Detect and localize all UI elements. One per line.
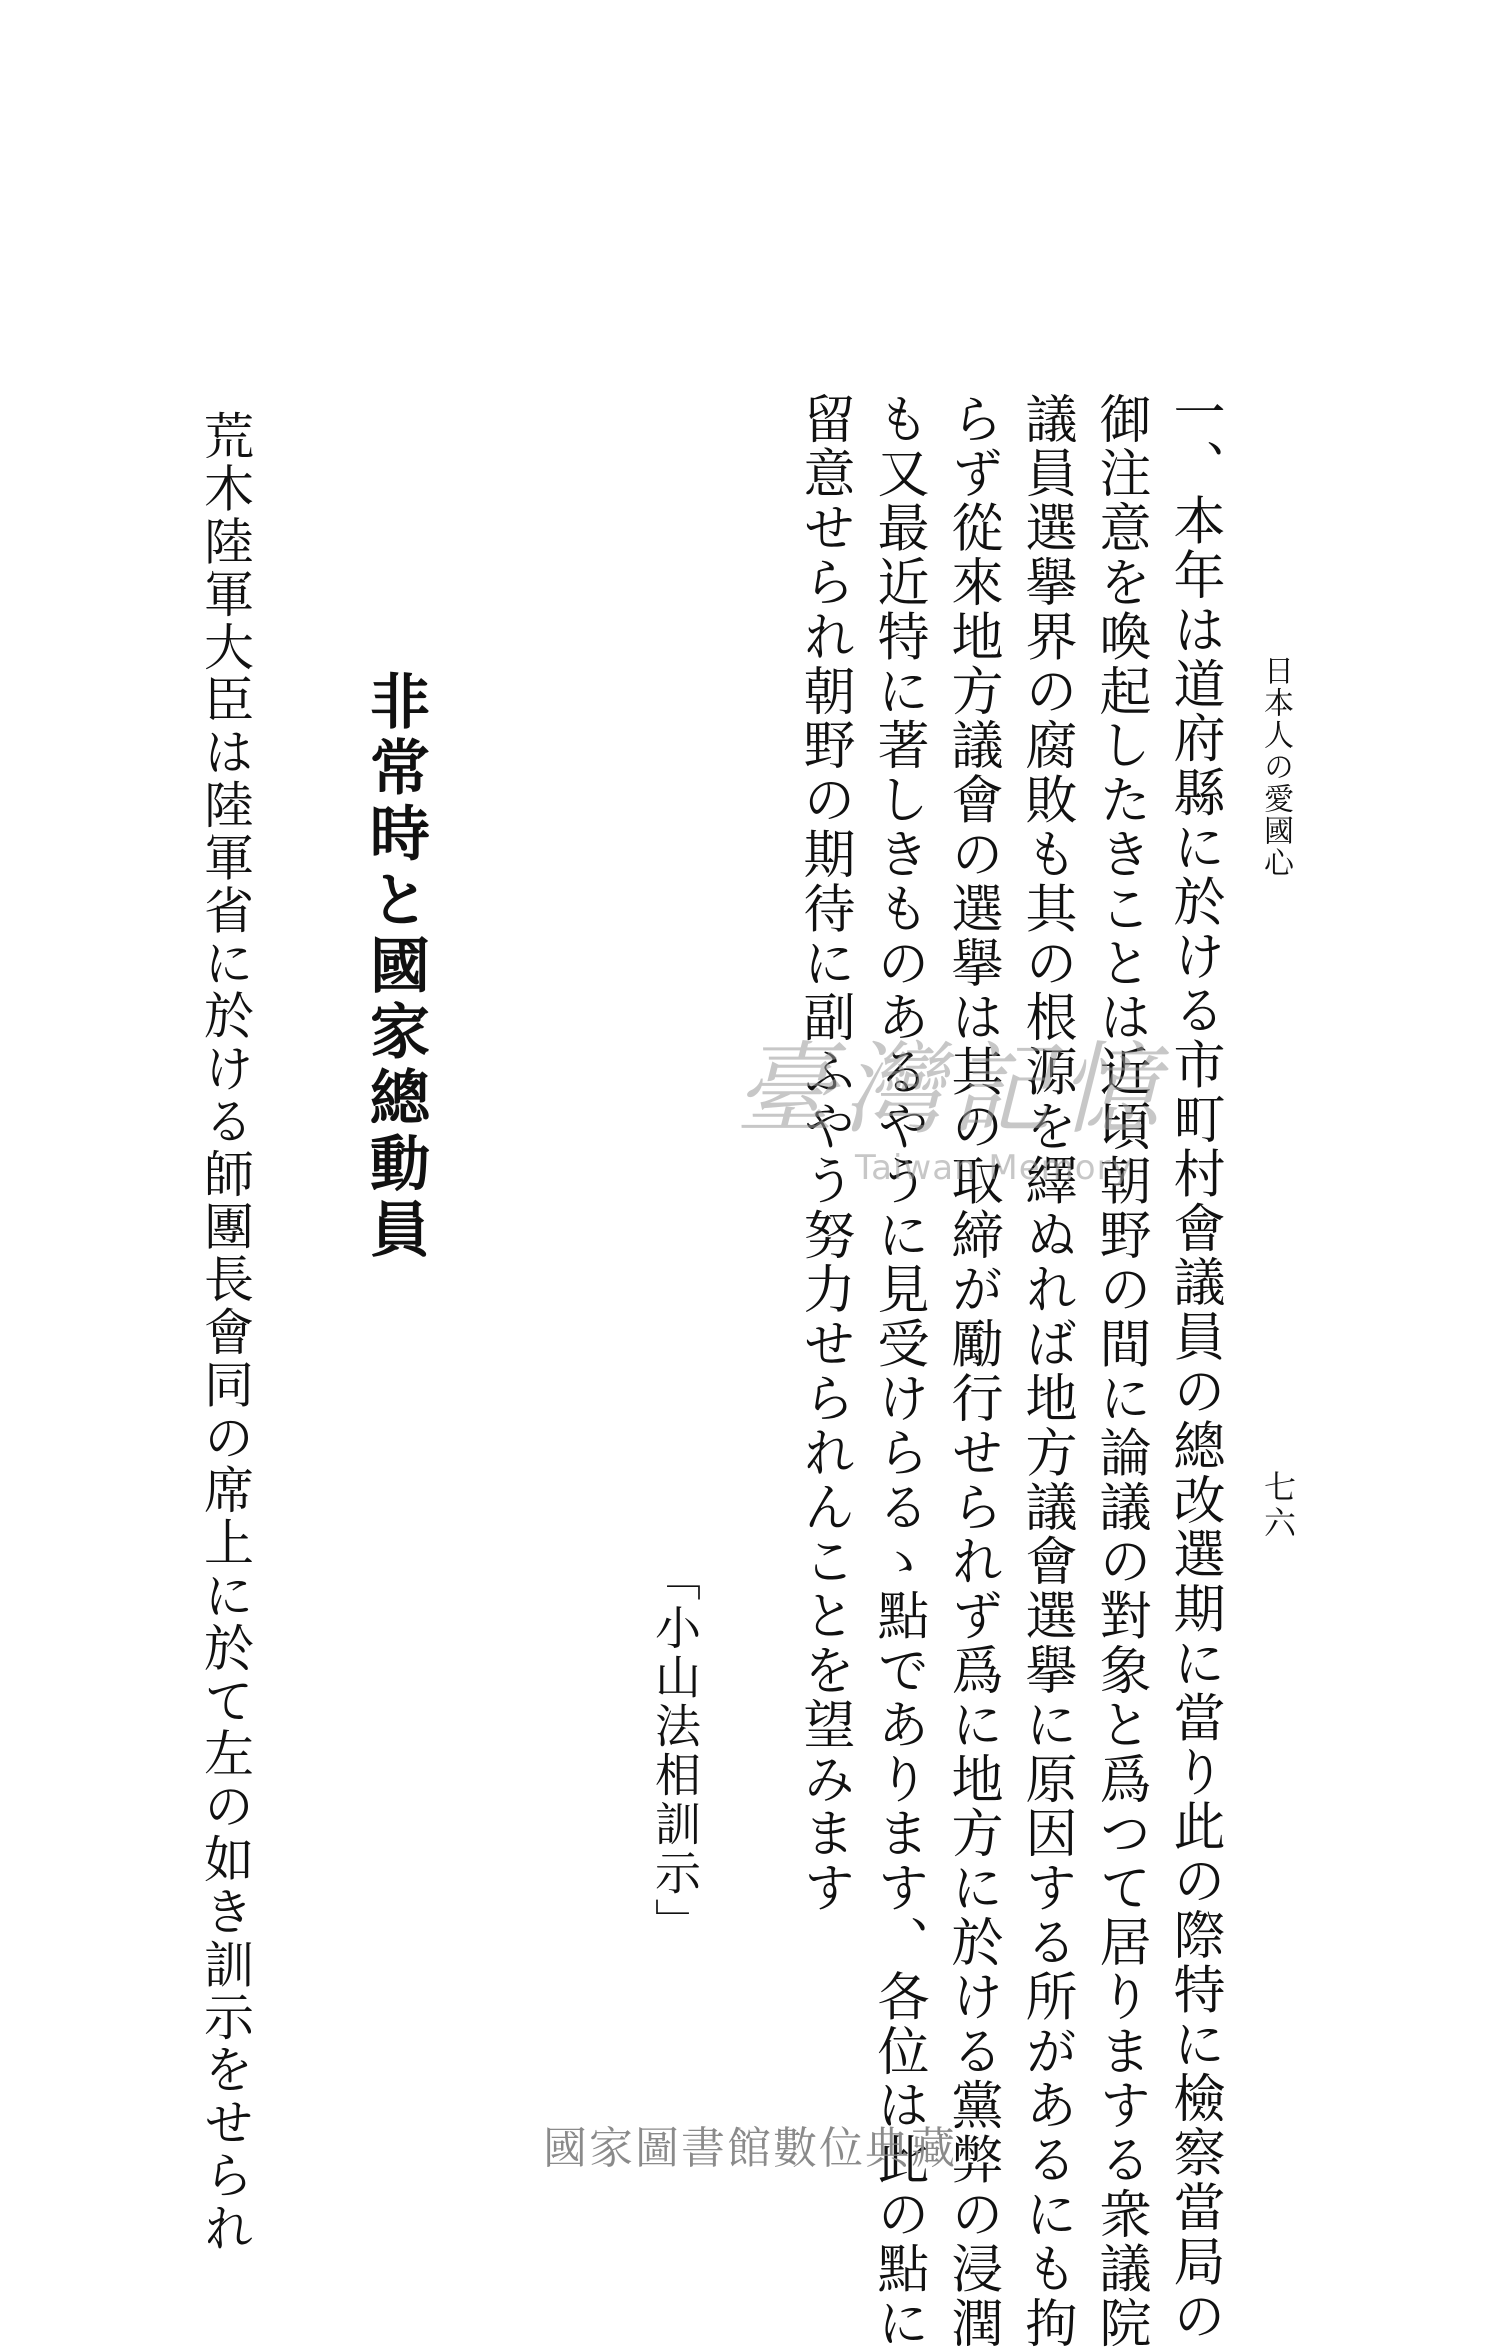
footer-credit: 國家圖書館數位典藏	[543, 2123, 957, 2174]
speech-source: 「小山法相訓示」	[648, 1555, 702, 1947]
article-line-2: 御注意を喚起したきことは近頃朝野の間に論議の對象と爲つて居りまする衆議院	[1090, 392, 1150, 2350]
section-heading: 非常時と國家總動員	[360, 670, 430, 1264]
article-line-3: 議員選擧界の腐敗も其の根源を繹ぬれば地方議會選擧に原因する所があるにも拘	[1016, 392, 1076, 2350]
article-line-5: も又最近特に著しきものあるやうに見受けらるゝ點であります、各位は此の點に	[868, 392, 928, 2350]
section-first-line: 荒木陸軍大臣は陸軍省に於ける師團長會同の席上に於て左の如き訓示をせられ	[196, 410, 254, 2255]
watermark-chinese: 臺灣記憶	[735, 1031, 1167, 1148]
article-line-1: 一、本年は道府縣に於ける市町村會議員の總改選期に當り此の際特に檢察當局の	[1164, 385, 1224, 2344]
article-line-6: 留意せられ朝野の期待に副ふやう努力せられんことを望みます	[794, 392, 854, 1916]
page-number: 七六	[1259, 1470, 1297, 1542]
running-title: 日本人の愛國心	[1258, 655, 1293, 879]
watermark-english: Taiwan Memory	[855, 1148, 1133, 1188]
article-line-4: らず從來地方議會の選擧は其の取締が勵行せられず爲に地方に於ける黨弊の浸潤	[942, 392, 1002, 2350]
